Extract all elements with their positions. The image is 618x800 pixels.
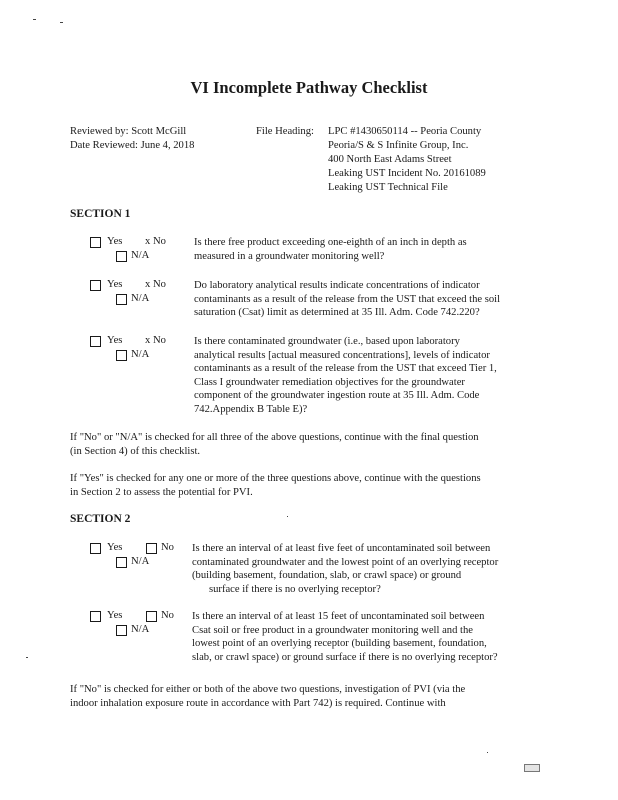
file-heading-line: Peoria/S & S Infinite Group, Inc.	[328, 140, 469, 151]
question-line: analytical results [actual measured concentrations], levels of indicator	[194, 349, 490, 361]
question-line: (building basement, foundation, slab, or crawl space) or ground	[192, 570, 462, 582]
s1-q3-yes-checkbox[interactable]	[90, 336, 101, 347]
scan-speck	[26, 657, 28, 658]
s2-q2-no-checkbox[interactable]	[146, 611, 157, 622]
question-line: contaminants as a result of the release from the UST that exceed the soil	[194, 293, 501, 305]
s2-q2-text	[192, 610, 498, 664]
scan-speck	[487, 752, 488, 753]
question-line: contaminated groundwater and the lowest point of an overlying receptor	[192, 556, 499, 568]
s2-q2-no-label: No	[161, 610, 174, 621]
note-line: If "Yes" is checked for any one or more of the three questions above, continue with the questions	[70, 473, 481, 484]
date-reviewed: Date Reviewed: June 4, 2018	[70, 140, 195, 151]
s1-q1-text	[194, 236, 467, 263]
s1-q1-yes-label: Yes	[107, 236, 123, 247]
reviewed-by: Reviewed by: Scott McGill	[70, 126, 187, 137]
section-2-note	[70, 683, 465, 710]
question-line: Is there an interval of at least five feet of uncontaminated soil between	[192, 543, 491, 554]
scan-speck	[33, 19, 36, 20]
section-2-heading: SECTION 2	[70, 513, 131, 525]
page-title: VI Incomplete Pathway Checklist	[190, 78, 428, 97]
question-line: measured in a groundwater monitoring well?	[194, 250, 385, 262]
s1-q1-na-label: N/A	[131, 250, 150, 261]
s2-q1-text	[192, 542, 498, 596]
s1-q2-na-label: N/A	[131, 293, 150, 304]
question-line: contaminants as a result of the release from the UST that exceed Tier 1,	[194, 363, 497, 375]
section-1-note-1	[70, 431, 479, 458]
question-line: surface if there is no overlying receptor?	[209, 583, 381, 595]
s1-q2-yes-label: Yes	[107, 279, 123, 290]
s2-q1-na-checkbox[interactable]	[116, 557, 127, 568]
scan-speck	[60, 22, 63, 23]
scan-speck	[287, 516, 288, 517]
note-line: If "No" or "N/A" is checked for all three of the above questions, continue with the final question	[70, 432, 479, 443]
s1-q3-yes-label: Yes	[107, 335, 123, 346]
s2-q2-na-label: N/A	[131, 624, 150, 635]
note-line: indoor inhalation exposure route in accordance with Part 742) is required. Continue with	[70, 697, 446, 709]
section-1-heading: SECTION 1	[70, 208, 131, 220]
s1-q1-na-checkbox[interactable]	[116, 251, 127, 262]
question-line: component of the groundwater ingestion route at 35 Ill. Adm. Code	[194, 390, 480, 402]
s2-q1-yes-checkbox[interactable]	[90, 543, 101, 554]
s1-q3-na-checkbox[interactable]	[116, 350, 127, 361]
s2-q1-no-checkbox[interactable]	[146, 543, 157, 554]
file-heading-block	[328, 125, 486, 195]
file-heading-line: LPC #1430650114 -- Peoria County	[328, 126, 482, 137]
s1-q3-na-label: N/A	[131, 349, 150, 360]
file-heading-label: File Heading:	[256, 126, 314, 137]
question-line: Is there free product exceeding one-eighth of an inch in depth as	[194, 237, 467, 248]
note-line: in Section 2 to assess the potential for PVI.	[70, 486, 253, 498]
file-heading-line: Leaking UST Technical File	[328, 182, 448, 193]
question-line: lowest point of an overlying receptor (building basement, foundation,	[192, 638, 487, 650]
page-stamp	[524, 764, 540, 772]
question-line: Class I groundwater remediation objectives for the groundwater	[194, 376, 465, 388]
s1-q3-text	[194, 335, 497, 417]
s2-q1-yes-label: Yes	[107, 542, 123, 553]
s2-q1-no-label: No	[161, 542, 174, 553]
note-line: (in Section 4) of this checklist.	[70, 445, 201, 457]
s1-q2-yes-checkbox[interactable]	[90, 280, 101, 291]
file-heading-line: Leaking UST Incident No. 20161089	[328, 168, 486, 179]
s2-q2-na-checkbox[interactable]	[116, 625, 127, 636]
question-line: saturation (Csat) limit as determined at 35 Ill. Adm. Code 742.220?	[194, 307, 480, 319]
s1-q1-no-label: x No	[145, 236, 166, 247]
question-line: Do laboratory analytical results indicate concentrations of indicator	[194, 280, 480, 291]
question-line: slab, or crawl space) or ground surface if there is no overlying receptor?	[192, 651, 498, 663]
s2-q2-yes-label: Yes	[107, 610, 123, 621]
note-line: If "No" is checked for either or both of the above two questions, investigation of PVI (via the	[70, 684, 466, 695]
s1-q1-yes-checkbox[interactable]	[90, 237, 101, 248]
s2-q1-na-label: N/A	[131, 556, 150, 567]
s1-q2-na-checkbox[interactable]	[116, 294, 127, 305]
s1-q2-no-label: x No	[145, 279, 166, 290]
question-line: 742.Appendix B Table E)?	[194, 403, 308, 415]
s2-q2-yes-checkbox[interactable]	[90, 611, 101, 622]
s1-q2-text	[194, 279, 500, 320]
file-heading-line: 400 North East Adams Street	[328, 154, 452, 165]
s1-q3-no-label: x No	[145, 335, 166, 346]
question-line: Is there contaminated groundwater (i.e., based upon laboratory	[194, 336, 460, 347]
question-line: Is there an interval of at least 15 feet of uncontaminated soil between	[192, 611, 485, 622]
question-line: Csat soil or free product in a groundwater monitoring well and the	[192, 624, 473, 636]
section-1-note-2	[70, 472, 481, 499]
